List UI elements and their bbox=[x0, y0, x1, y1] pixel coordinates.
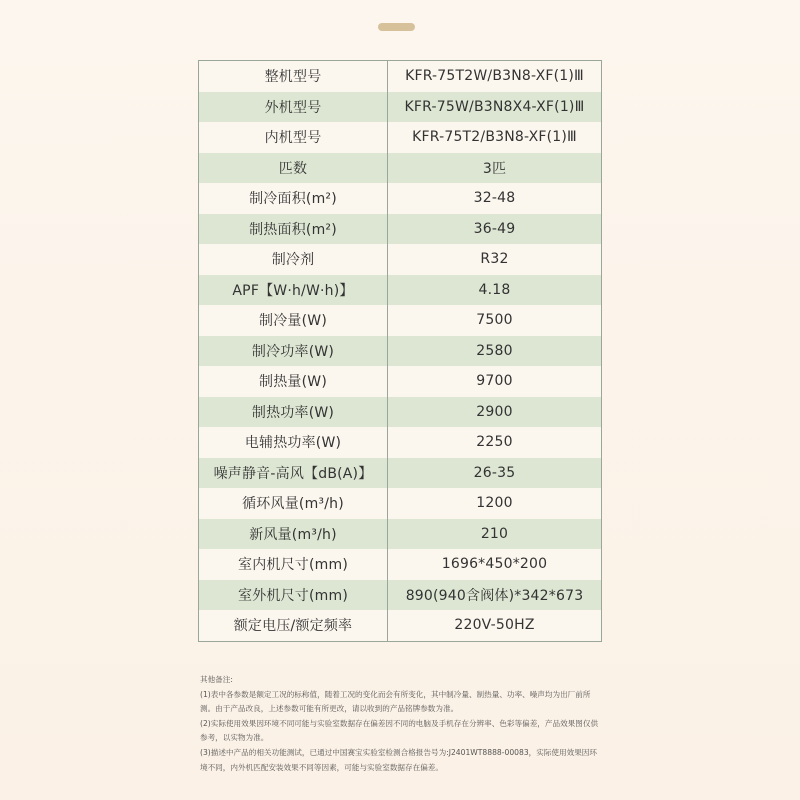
table-row bbox=[199, 366, 602, 397]
notes-line-3: (3)描述中产品的相关功能测试，已通过中国赛宝实验室检测合格报告号为:J2401WT8888-00083，实际使用效果因环境不同，内外机匹配安装效果不同等因素，可能与实验室数据存在偏差。 bbox=[200, 747, 597, 772]
spec-table bbox=[198, 60, 602, 642]
table-row bbox=[199, 92, 602, 123]
param-label: 额定电压/额定频率 bbox=[199, 610, 388, 641]
param-label: 制冷面积(m²) bbox=[199, 183, 388, 214]
table-row bbox=[199, 397, 602, 428]
table-row bbox=[199, 122, 602, 153]
param-value: 210 bbox=[388, 519, 602, 550]
top-decoration-bar bbox=[378, 23, 415, 31]
param-value: 36-49 bbox=[388, 214, 602, 245]
param-label: 室外机尺寸(mm) bbox=[199, 580, 388, 611]
table-row bbox=[199, 336, 602, 367]
table-row bbox=[199, 488, 602, 519]
spec-table-body bbox=[199, 61, 602, 642]
param-value: 220V-50HZ bbox=[388, 610, 602, 641]
param-value: 890(940含阀体)*342*673 bbox=[388, 580, 602, 611]
notes-line-1: (1)表中各参数是额定工况的标称值，随着工况的变化而会有所变化，其中制冷量、制热量、功率、噪声均为出厂前所测。由于产品改良，上述参数可能有所更改，请以收到的产品铭牌参数为准。 bbox=[200, 689, 591, 714]
table-row bbox=[199, 305, 602, 336]
param-label: 噪声静音-高风【dB(A)】 bbox=[199, 458, 388, 489]
param-value: 1696*450*200 bbox=[388, 549, 602, 580]
table-row bbox=[199, 61, 602, 92]
param-value: KFR-75W/B3N8X4-XF(1)Ⅲ bbox=[388, 92, 602, 123]
table-row bbox=[199, 183, 602, 214]
param-value: KFR-75T2W/B3N8-XF(1)Ⅲ bbox=[388, 61, 602, 92]
param-label: 新风量(m³/h) bbox=[199, 519, 388, 550]
param-label: APF【W·h/W·h)】 bbox=[199, 275, 388, 306]
table-row bbox=[199, 458, 602, 489]
notes-section bbox=[200, 673, 602, 775]
param-label: 内机型号 bbox=[199, 122, 388, 153]
param-value: 26-35 bbox=[388, 458, 602, 489]
notes-title: 其他备注: bbox=[200, 675, 233, 684]
param-label: 制热功率(W) bbox=[199, 397, 388, 428]
table-row bbox=[199, 549, 602, 580]
table-row bbox=[199, 427, 602, 458]
param-label: 制热面积(m²) bbox=[199, 214, 388, 245]
param-label: 室内机尺寸(mm) bbox=[199, 549, 388, 580]
param-label: 制冷剂 bbox=[199, 244, 388, 275]
param-label: 外机型号 bbox=[199, 92, 388, 123]
param-value: KFR-75T2/B3N8-XF(1)Ⅲ bbox=[388, 122, 602, 153]
param-label: 整机型号 bbox=[199, 61, 388, 92]
param-label: 制冷功率(W) bbox=[199, 336, 388, 367]
param-label: 循环风量(m³/h) bbox=[199, 488, 388, 519]
param-value: 32-48 bbox=[388, 183, 602, 214]
param-value: 4.18 bbox=[388, 275, 602, 306]
table-row bbox=[199, 244, 602, 275]
param-value: 3匹 bbox=[388, 153, 602, 184]
table-row bbox=[199, 275, 602, 306]
param-value: 2580 bbox=[388, 336, 602, 367]
table-row bbox=[199, 214, 602, 245]
table-row bbox=[199, 153, 602, 184]
param-label: 匹数 bbox=[199, 153, 388, 184]
param-label: 制热量(W) bbox=[199, 366, 388, 397]
param-value: 9700 bbox=[388, 366, 602, 397]
param-value: 7500 bbox=[388, 305, 602, 336]
param-value: R32 bbox=[388, 244, 602, 275]
param-label: 电辅热功率(W) bbox=[199, 427, 388, 458]
param-value: 2900 bbox=[388, 397, 602, 428]
table-row bbox=[199, 610, 602, 641]
param-label: 制冷量(W) bbox=[199, 305, 388, 336]
table-row bbox=[199, 519, 602, 550]
table-row bbox=[199, 580, 602, 611]
param-value: 1200 bbox=[388, 488, 602, 519]
param-value: 2250 bbox=[388, 427, 602, 458]
notes-line-2: (2)实际使用效果因环境不同可能与实验室数据存在偏差因不同的电脑及手机存在分辨率、色彩等偏差，产品效果图仅供参考，以实物为准。 bbox=[200, 718, 599, 743]
